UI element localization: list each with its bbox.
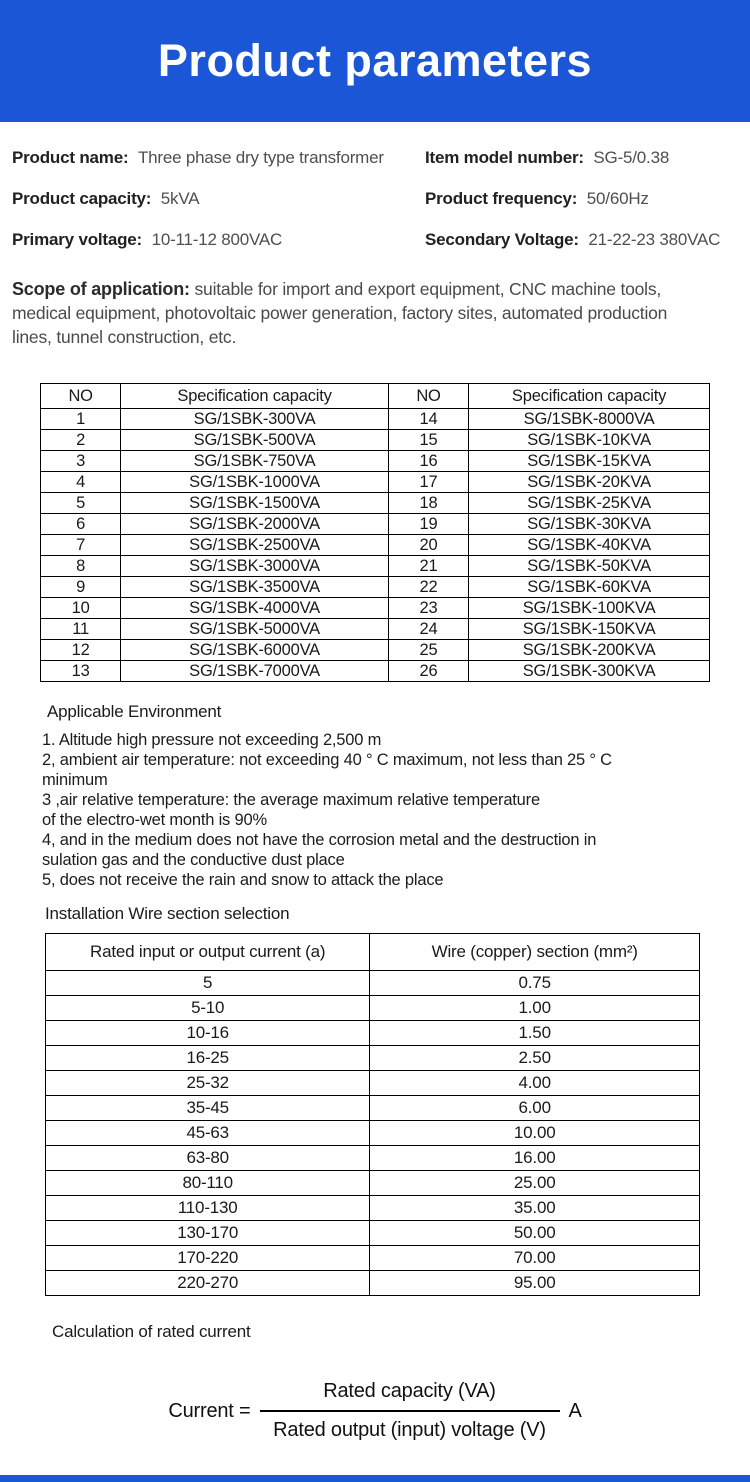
table-cell: 24: [388, 619, 468, 640]
table-row: [46, 1271, 700, 1296]
column-header-no: NO: [388, 384, 468, 409]
table-cell: 25.00: [370, 1171, 700, 1196]
table-cell: 4: [41, 472, 121, 493]
table-cell: 23: [388, 598, 468, 619]
table-cell: SG/1SBK-3000VA: [121, 556, 389, 577]
table-cell: SG/1SBK-100KVA: [469, 598, 710, 619]
table-cell: 16.00: [370, 1146, 700, 1171]
table-cell: 19: [388, 514, 468, 535]
field-secondary-voltage: [425, 230, 740, 250]
table-row: [46, 1146, 700, 1171]
table-cell: 95.00: [370, 1271, 700, 1296]
field-label: Product name:: [12, 148, 129, 167]
table-cell: 22: [388, 577, 468, 598]
table-cell: 63-80: [46, 1146, 370, 1171]
table-cell: 3: [41, 451, 121, 472]
table-cell: 17: [388, 472, 468, 493]
table-header-row: [41, 384, 710, 409]
table-cell: 220-270: [46, 1271, 370, 1296]
table-cell: 11: [41, 619, 121, 640]
table-cell: 20: [388, 535, 468, 556]
spec-table-head: [41, 384, 710, 409]
fraction-bar: [260, 1410, 560, 1412]
field-value: Three phase dry type transformer: [137, 148, 384, 167]
environment-heading: Applicable Environment: [47, 702, 222, 721]
field-product-name: [12, 148, 425, 168]
environment-line: sulation gas and the conductive dust place: [42, 851, 345, 869]
table-cell: 5: [46, 971, 370, 996]
table-cell: SG/1SBK-60KVA: [469, 577, 710, 598]
column-header-spec: Specification capacity: [469, 384, 710, 409]
table-row: [46, 1021, 700, 1046]
environment-line: minimum: [42, 771, 108, 789]
field-product-frequency: [425, 189, 740, 209]
table-cell: SG/1SBK-7000VA: [121, 661, 389, 682]
table-cell: 13: [41, 661, 121, 682]
table-cell: 1: [41, 409, 121, 430]
table-cell: SG/1SBK-4000VA: [121, 598, 389, 619]
table-row: [41, 556, 710, 577]
calculation-heading: Calculation of rated current: [52, 1322, 251, 1341]
wire-table-body: [46, 971, 700, 1296]
bottom-accent-bar: [0, 1475, 750, 1482]
environment-line: 5, does not receive the rain and snow to attack the place: [42, 871, 444, 889]
table-row: [41, 409, 710, 430]
wire-table-head: [46, 934, 700, 971]
table-cell: SG/1SBK-150KVA: [469, 619, 710, 640]
table-cell: SG/1SBK-300KVA: [469, 661, 710, 682]
table-cell: SG/1SBK-3500VA: [121, 577, 389, 598]
table-cell: SG/1SBK-8000VA: [469, 409, 710, 430]
table-row: [46, 1221, 700, 1246]
table-row: [41, 472, 710, 493]
environment-line: 2, ambient air temperature: not exceeding 40 ° C maximum, not less than 25 ° C: [42, 751, 612, 769]
table-cell: SG/1SBK-300VA: [121, 409, 389, 430]
table-cell: 7: [41, 535, 121, 556]
table-row: [46, 1121, 700, 1146]
field-value: 5kVA: [160, 189, 200, 208]
formula-numerator: Rated capacity (VA): [323, 1380, 496, 1402]
table-cell: 25: [388, 640, 468, 661]
field-item-model-number: [425, 148, 740, 168]
formula-denominator: Rated output (input) voltage (V): [273, 1419, 546, 1441]
table-row: [46, 1071, 700, 1096]
table-cell: 6.00: [370, 1096, 700, 1121]
table-cell: SG/1SBK-500VA: [121, 430, 389, 451]
table-cell: 10: [41, 598, 121, 619]
field-label: Primary voltage:: [12, 230, 143, 249]
table-cell: 170-220: [46, 1246, 370, 1271]
table-cell: SG/1SBK-200KVA: [469, 640, 710, 661]
table-cell: 35.00: [370, 1196, 700, 1221]
field-value: 50/60Hz: [586, 189, 649, 208]
formula-fraction: [260, 1380, 560, 1442]
table-row: [41, 661, 710, 682]
table-row: [46, 971, 700, 996]
scope-text: suitable for import and export equipment, CNC machine tools, medical equipment, photovoltaic power generation, factory sites, automated production lines, tunnel construction, etc.: [12, 279, 668, 347]
table-cell: SG/1SBK-6000VA: [121, 640, 389, 661]
table-cell: 16-25: [46, 1046, 370, 1071]
field-label: Product frequency:: [425, 189, 578, 208]
wire-section-heading: Installation Wire section selection: [45, 904, 290, 923]
field-value: SG-5/0.38: [593, 148, 670, 167]
table-row: [41, 598, 710, 619]
table-row: [46, 1196, 700, 1221]
field-label: Product capacity:: [12, 189, 152, 208]
scope-label: Scope of application:: [12, 279, 190, 299]
table-cell: 4.00: [370, 1071, 700, 1096]
field-value: 10-11-12 800VAC: [151, 230, 283, 249]
header-banner: [0, 0, 750, 122]
scope-of-application: [0, 250, 688, 349]
table-row: [41, 640, 710, 661]
scope-paragraph: [12, 277, 688, 349]
table-cell: 9: [41, 577, 121, 598]
table-cell: SG/1SBK-1500VA: [121, 493, 389, 514]
table-cell: SG/1SBK-750VA: [121, 451, 389, 472]
table-cell: 80-110: [46, 1171, 370, 1196]
table-cell: 12: [41, 640, 121, 661]
wire-section-table: [45, 933, 700, 1296]
table-row: [41, 619, 710, 640]
table-cell: SG/1SBK-2000VA: [121, 514, 389, 535]
page-title: Product parameters: [157, 35, 593, 86]
table-row: [41, 535, 710, 556]
column-header-current: Rated input or output current (a): [46, 934, 370, 971]
field-label: Secondary Voltage:: [425, 230, 579, 249]
formula-lhs: Current =: [168, 1399, 251, 1422]
column-header-spec: Specification capacity: [121, 384, 389, 409]
table-cell: SG/1SBK-2500VA: [121, 535, 389, 556]
table-row: [41, 514, 710, 535]
table-cell: 15: [388, 430, 468, 451]
table-cell: 130-170: [46, 1221, 370, 1246]
table-header-row: [46, 934, 700, 971]
environment-line: 3 ,air relative temperature: the average maximum relative temperature: [42, 791, 540, 809]
table-row: [41, 451, 710, 472]
table-cell: SG/1SBK-5000VA: [121, 619, 389, 640]
spec-table-body: [41, 409, 710, 682]
rated-current-formula: [0, 1380, 750, 1442]
table-cell: 18: [388, 493, 468, 514]
table-cell: SG/1SBK-50KVA: [469, 556, 710, 577]
table-cell: 1.00: [370, 996, 700, 1021]
table-cell: 10-16: [46, 1021, 370, 1046]
table-cell: 6: [41, 514, 121, 535]
table-cell: 5-10: [46, 996, 370, 1021]
table-row: [41, 577, 710, 598]
field-value: 21-22-23 380VAC: [588, 230, 721, 249]
field-primary-voltage: [12, 230, 425, 250]
table-cell: SG/1SBK-20KVA: [469, 472, 710, 493]
table-row: [46, 996, 700, 1021]
table-cell: 110-130: [46, 1196, 370, 1221]
table-row: [46, 1046, 700, 1071]
spec-table: [40, 383, 710, 682]
table-row: [46, 1096, 700, 1121]
table-cell: 10.00: [370, 1121, 700, 1146]
table-cell: 45-63: [46, 1121, 370, 1146]
table-cell: 25-32: [46, 1071, 370, 1096]
table-cell: SG/1SBK-1000VA: [121, 472, 389, 493]
field-product-capacity: [12, 189, 425, 209]
table-cell: 21: [388, 556, 468, 577]
table-cell: 0.75: [370, 971, 700, 996]
table-cell: SG/1SBK-15KVA: [469, 451, 710, 472]
table-cell: 8: [41, 556, 121, 577]
table-cell: 2.50: [370, 1046, 700, 1071]
table-row: [41, 430, 710, 451]
table-cell: 14: [388, 409, 468, 430]
table-row: [46, 1171, 700, 1196]
environment-list: [42, 730, 742, 890]
column-header-wire-section: Wire (copper) section (mm²): [370, 934, 700, 971]
environment-line: 4, and in the medium does not have the corrosion metal and the destruction in: [42, 831, 597, 849]
table-cell: 1.50: [370, 1021, 700, 1046]
environment-line: of the electro-wet month is 90%: [42, 811, 267, 829]
table-row: [46, 1246, 700, 1271]
table-cell: 2: [41, 430, 121, 451]
column-header-no: NO: [41, 384, 121, 409]
table-cell: SG/1SBK-30KVA: [469, 514, 710, 535]
table-cell: SG/1SBK-10KVA: [469, 430, 710, 451]
table-cell: 5: [41, 493, 121, 514]
table-cell: 70.00: [370, 1246, 700, 1271]
formula-unit: A: [568, 1399, 582, 1422]
table-cell: 50.00: [370, 1221, 700, 1246]
product-fields: [0, 122, 750, 250]
environment-line: 1. Altitude high pressure not exceeding 2,500 m: [42, 731, 382, 749]
table-cell: 16: [388, 451, 468, 472]
table-cell: SG/1SBK-40KVA: [469, 535, 710, 556]
table-cell: 26: [388, 661, 468, 682]
field-label: Item model number:: [425, 148, 584, 167]
table-cell: 35-45: [46, 1096, 370, 1121]
table-row: [41, 493, 710, 514]
table-cell: SG/1SBK-25KVA: [469, 493, 710, 514]
